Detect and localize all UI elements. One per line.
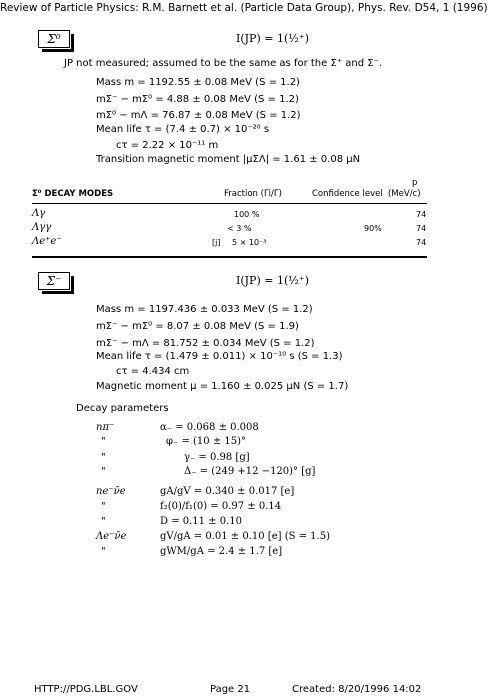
- sigmaminus-magnetic-moment: Magnetic moment μ = 1.160 ± 0.025 μN (S = 1.7): [96, 381, 349, 392]
- decay-param-mode-2: ": [101, 436, 106, 447]
- sigmaminus-mass-difference-lambda: mΣ⁻ − mΛ = 81.752 ± 0.034 MeV (S = 1.2): [96, 338, 315, 349]
- decay-param-value-8: gV/gA = 0.01 ± 0.10 [e] (S = 1.5): [160, 531, 330, 542]
- decay-param-mode-1: nπ⁻: [96, 422, 115, 433]
- decay-mode-lambda-gamma: Λγ: [32, 208, 46, 219]
- sigmaminus-isospin-spin-parity: I(JP) = 1(½⁺): [236, 274, 309, 287]
- decay-param-mode-6: ": [101, 501, 106, 512]
- decay-momentum-lambda-e-e: 74: [416, 238, 427, 247]
- sigma0-transition-magnetic-moment: Transition magnetic moment |μΣΛ| = 1.61 ± 0.08 μN: [96, 154, 361, 165]
- table-header-confidence-level: Confidence level: [312, 189, 383, 199]
- sigmaminus-mean-life: Mean life τ = (1.479 ± 0.011) × 10⁻¹⁰ s (S = 1.3): [96, 351, 343, 362]
- decay-fraction-lambda-gamma-gamma: < 3 %: [227, 224, 252, 233]
- table-header-p-symbol: p: [412, 178, 418, 188]
- table-header-fraction: Fraction (Γi/Γ): [224, 189, 282, 199]
- decay-fraction-lambda-gamma: 100 %: [234, 210, 260, 219]
- section-separator-rule: [32, 256, 427, 258]
- decay-mode-lambda-e-e: Λe⁺e⁻: [32, 236, 62, 247]
- decay-param-value-3: γ₋ = 0.98 [g]: [184, 452, 250, 463]
- document-header: Review of Particle Physics: R.M. Barnett et al. (Particle Data Group), Phys. Rev. D54, 1 (1996): [0, 2, 488, 14]
- decay-param-mode-8: Λe⁻ν̄e: [96, 531, 127, 542]
- sigma0-ctau: cτ = 2.22 × 10⁻¹¹ m: [116, 140, 219, 151]
- decay-parameters-title: Decay parameters: [76, 403, 169, 414]
- sigma0-mean-life: Mean life τ = (7.4 ± 0.7) × 10⁻²⁰ s: [96, 124, 270, 135]
- sigma0-mass-difference-charged: mΣ⁻ − mΣ⁰ = 4.88 ± 0.08 MeV (S = 1.2): [96, 94, 299, 105]
- decay-param-value-4: Δ₋ = (249 +12 −120)° [g]: [184, 466, 316, 477]
- footer-page-number: Page 21: [210, 684, 251, 695]
- decay-footnote-lambda-e-e: [j]: [212, 238, 221, 247]
- table-header-momentum: (MeV/c): [388, 189, 421, 199]
- sigma0-particle-label: Σ⁰: [38, 30, 70, 48]
- sigma0-jp-note: JP not measured; assumed to be the same as for the Σ⁺ and Σ⁻.: [64, 58, 383, 69]
- decay-param-value-1: α₋ = 0.068 ± 0.008: [160, 422, 259, 433]
- decay-param-mode-9: ": [101, 546, 106, 557]
- decay-param-mode-5: ne⁻ν̄e: [96, 486, 126, 497]
- decay-momentum-lambda-gamma: 74: [416, 210, 427, 219]
- footer-url[interactable]: HTTP://PDG.LBL.GOV: [34, 684, 138, 695]
- decay-mode-lambda-gamma-gamma: Λγγ: [32, 222, 52, 233]
- sigma0-mass: Mass m = 1192.55 ± 0.08 MeV (S = 1.2): [96, 77, 300, 88]
- decay-param-mode-7: ": [101, 516, 106, 527]
- table-header-rule: [32, 203, 427, 204]
- decay-param-mode-3: ": [101, 452, 106, 463]
- decay-param-value-9: gWM/gA = 2.4 ± 1.7 [e]: [160, 546, 283, 557]
- footer-created-date: Created: 8/20/1996 14:02: [292, 684, 422, 695]
- sigmaminus-mass: Mass m = 1197.436 ± 0.033 MeV (S = 1.2): [96, 304, 313, 315]
- decay-cl-lambda-gamma-gamma: 90%: [364, 224, 382, 233]
- decay-param-value-5: gA/gV = 0.340 ± 0.017 [e]: [160, 486, 295, 497]
- decay-param-value-7: D = 0.11 ± 0.10: [160, 516, 243, 527]
- table-header-decay-modes: Σ⁰ DECAY MODES: [32, 189, 114, 199]
- decay-param-value-2: φ₋ = (10 ± 15)°: [166, 436, 247, 447]
- decay-fraction-lambda-e-e: 5 × 10⁻³: [232, 238, 267, 247]
- sigmaminus-ctau: cτ = 4.434 cm: [116, 366, 190, 377]
- sigma0-mass-difference-lambda: mΣ⁰ − mΛ = 76.87 ± 0.08 MeV (S = 1.2): [96, 110, 301, 121]
- sigma0-isospin-spin-parity: I(JP) = 1(½⁺): [236, 32, 309, 45]
- decay-param-value-6: f₂(0)/f₁(0) = 0.97 ± 0.14: [160, 501, 282, 512]
- sigmaminus-mass-difference-neutral: mΣ⁻ − mΣ⁰ = 8.07 ± 0.08 MeV (S = 1.9): [96, 321, 299, 332]
- sigmaminus-particle-label: Σ⁻: [38, 272, 70, 290]
- decay-param-mode-4: ": [101, 466, 106, 477]
- decay-momentum-lambda-gamma-gamma: 74: [416, 224, 427, 233]
